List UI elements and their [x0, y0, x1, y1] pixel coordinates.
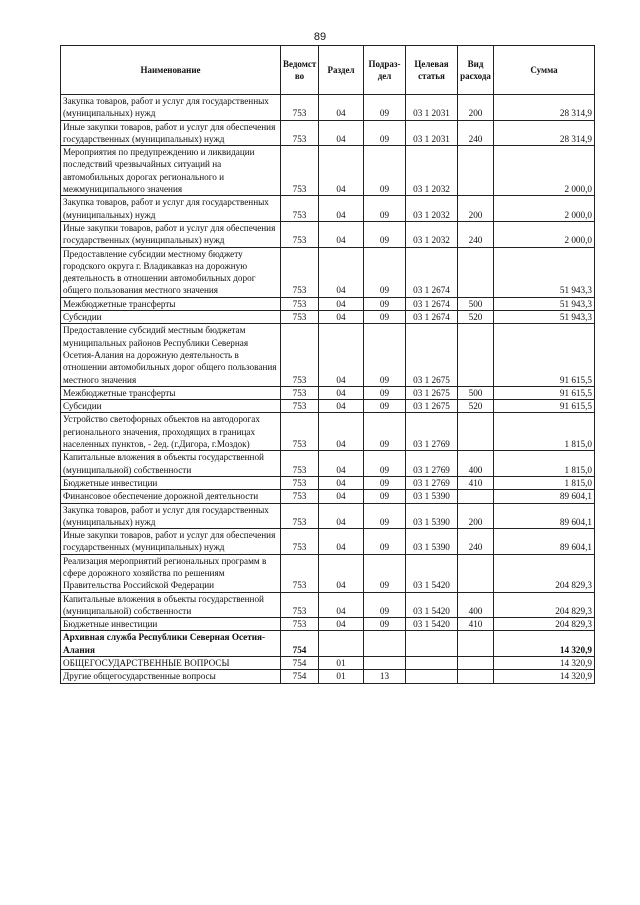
table-header-row — [61, 46, 595, 95]
table-row — [61, 400, 595, 413]
cell-expense-type — [458, 554, 494, 592]
cell-sum: 204 829,3 — [494, 618, 595, 631]
cell-sum: 14 320,9 — [494, 631, 595, 657]
table-row — [61, 490, 595, 503]
cell-sum: 89 604,1 — [494, 529, 595, 555]
cell-target: 03 1 2032 — [406, 196, 458, 222]
cell-name: Другие общегосударственные вопросы — [61, 670, 281, 683]
cell-section: 04 — [319, 311, 364, 324]
cell-sum: 51 943,3 — [494, 311, 595, 324]
cell-subsection: 09 — [364, 311, 406, 324]
cell-target — [406, 657, 458, 670]
cell-name: Капитальные вложения в объекты государственной (муниципальной) собственности — [61, 451, 281, 477]
table-row — [61, 670, 595, 683]
cell-dept: 753 — [281, 618, 319, 631]
cell-section: 04 — [319, 297, 364, 310]
cell-sum: 28 314,9 — [494, 95, 595, 121]
cell-expense-type — [458, 657, 494, 670]
cell-target: 03 1 2769 — [406, 413, 458, 451]
cell-expense-type: 240 — [458, 221, 494, 247]
table-row — [61, 196, 595, 222]
table-row — [61, 451, 595, 477]
cell-subsection: 09 — [364, 554, 406, 592]
cell-section: 04 — [319, 413, 364, 451]
cell-dept: 753 — [281, 95, 319, 121]
cell-target: 03 1 2674 — [406, 311, 458, 324]
header-section: Раздел — [319, 46, 364, 95]
cell-section: 04 — [319, 554, 364, 592]
cell-target: 03 1 5390 — [406, 490, 458, 503]
cell-name: Иные закупки товаров, работ и услуг для обеспечения государственных (муниципальных) нужд — [61, 120, 281, 146]
table-row — [61, 554, 595, 592]
cell-name: Бюджетные инвестиции — [61, 476, 281, 489]
cell-target: 03 1 5420 — [406, 618, 458, 631]
cell-expense-type: 400 — [458, 592, 494, 618]
cell-expense-type: 410 — [458, 476, 494, 489]
cell-target: 03 1 2675 — [406, 386, 458, 399]
cell-name: Иные закупки товаров, работ и услуг для обеспечения государственных (муниципальных) нужд — [61, 529, 281, 555]
cell-sum: 28 314,9 — [494, 120, 595, 146]
cell-dept: 753 — [281, 413, 319, 451]
cell-target: 03 1 2675 — [406, 324, 458, 386]
table-row — [61, 120, 595, 146]
cell-name: Предоставление субсидии местному бюджету городского округа г. Владикавказ на дорожную деятельность в отношении автомобильных дорог общего пользования местного значения — [61, 247, 281, 297]
cell-target: 03 1 5390 — [406, 529, 458, 555]
cell-subsection: 09 — [364, 490, 406, 503]
page-number: 89 — [313, 31, 327, 43]
cell-expense-type — [458, 324, 494, 386]
cell-section: 04 — [319, 529, 364, 555]
cell-expense-type — [458, 146, 494, 196]
cell-sum: 1 815,0 — [494, 413, 595, 451]
cell-expense-type: 520 — [458, 400, 494, 413]
cell-section: 04 — [319, 451, 364, 477]
cell-dept: 753 — [281, 592, 319, 618]
cell-expense-type: 500 — [458, 297, 494, 310]
cell-dept: 754 — [281, 631, 319, 657]
table-row — [61, 631, 595, 657]
cell-sum: 89 604,1 — [494, 503, 595, 529]
cell-dept: 753 — [281, 297, 319, 310]
header-dept: Ведомст во — [281, 46, 319, 95]
cell-sum: 89 604,1 — [494, 490, 595, 503]
table-row — [61, 529, 595, 555]
cell-section: 04 — [319, 490, 364, 503]
cell-section: 04 — [319, 400, 364, 413]
cell-sum: 51 943,3 — [494, 297, 595, 310]
cell-expense-type: 240 — [458, 529, 494, 555]
cell-section: 01 — [319, 657, 364, 670]
cell-subsection: 09 — [364, 413, 406, 451]
cell-subsection — [364, 657, 406, 670]
table-row — [61, 297, 595, 310]
cell-sum: 91 615,5 — [494, 400, 595, 413]
cell-subsection: 09 — [364, 451, 406, 477]
cell-name: Закупка товаров, работ и услуг для государственных (муниципальных) нужд — [61, 196, 281, 222]
cell-sum: 14 320,9 — [494, 670, 595, 683]
cell-section: 04 — [319, 324, 364, 386]
table-row — [61, 311, 595, 324]
cell-expense-type — [458, 631, 494, 657]
cell-sum: 1 815,0 — [494, 451, 595, 477]
cell-dept: 753 — [281, 386, 319, 399]
cell-sum: 2 000,0 — [494, 221, 595, 247]
cell-name: ОБЩЕГОСУДАРСТВЕННЫЕ ВОПРОСЫ — [61, 657, 281, 670]
cell-target: 03 1 2032 — [406, 146, 458, 196]
header-subsection: Подраз- дел — [364, 46, 406, 95]
cell-subsection: 09 — [364, 95, 406, 121]
table-row — [61, 657, 595, 670]
cell-sum: 14 320,9 — [494, 657, 595, 670]
cell-name: Бюджетные инвестиции — [61, 618, 281, 631]
table-row — [61, 503, 595, 529]
table-row — [61, 324, 595, 386]
cell-sum: 91 615,5 — [494, 386, 595, 399]
cell-name: Капитальные вложения в объекты государственной (муниципальной) собственности — [61, 592, 281, 618]
cell-expense-type: 500 — [458, 386, 494, 399]
cell-sum: 1 815,0 — [494, 476, 595, 489]
cell-dept: 753 — [281, 247, 319, 297]
cell-subsection: 09 — [364, 146, 406, 196]
cell-subsection: 09 — [364, 529, 406, 555]
table-row — [61, 618, 595, 631]
cell-section: 04 — [319, 95, 364, 121]
cell-subsection: 09 — [364, 324, 406, 386]
header-sum: Сумма — [494, 46, 595, 95]
cell-name: Межбюджетные трансферты — [61, 386, 281, 399]
cell-name: Закупка товаров, работ и услуг для государственных (муниципальных) нужд — [61, 503, 281, 529]
cell-subsection: 09 — [364, 196, 406, 222]
cell-dept: 753 — [281, 324, 319, 386]
cell-target: 03 1 5390 — [406, 503, 458, 529]
cell-expense-type — [458, 670, 494, 683]
cell-name: Иные закупки товаров, работ и услуг для обеспечения государственных (муниципальных) нужд — [61, 221, 281, 247]
cell-dept: 753 — [281, 120, 319, 146]
cell-name: Межбюджетные трансферты — [61, 297, 281, 310]
cell-section: 04 — [319, 592, 364, 618]
cell-target: 03 1 2675 — [406, 400, 458, 413]
cell-name: Предоставление субсидий местным бюджетам муниципальных районов Республики Северная Осетия-Алания на дорожную деятельность в отношении автомобильных дорог общего пользования местного значения — [61, 324, 281, 386]
table-row — [61, 146, 595, 196]
cell-section — [319, 631, 364, 657]
cell-subsection: 09 — [364, 297, 406, 310]
cell-section: 04 — [319, 196, 364, 222]
cell-expense-type: 200 — [458, 95, 494, 121]
cell-subsection: 13 — [364, 670, 406, 683]
table-row — [61, 413, 595, 451]
cell-expense-type: 200 — [458, 503, 494, 529]
cell-sum: 2 000,0 — [494, 146, 595, 196]
cell-name: Мероприятия по предупреждению и ликвидации последствий чрезвычайных ситуаций на автомобильных дорогах регионального и межмуниципального значения — [61, 146, 281, 196]
cell-dept: 753 — [281, 490, 319, 503]
cell-subsection: 09 — [364, 386, 406, 399]
cell-target: 03 1 2769 — [406, 451, 458, 477]
cell-target — [406, 631, 458, 657]
cell-sum: 51 943,3 — [494, 247, 595, 297]
cell-dept: 753 — [281, 146, 319, 196]
table-row — [61, 247, 595, 297]
cell-section: 04 — [319, 146, 364, 196]
cell-expense-type: 400 — [458, 451, 494, 477]
cell-section: 04 — [319, 386, 364, 399]
cell-name: Субсидии — [61, 400, 281, 413]
cell-target: 03 1 2032 — [406, 221, 458, 247]
header-target: Целевая статья — [406, 46, 458, 95]
cell-dept: 754 — [281, 670, 319, 683]
cell-dept: 754 — [281, 657, 319, 670]
cell-target: 03 1 2674 — [406, 297, 458, 310]
cell-dept: 753 — [281, 503, 319, 529]
cell-expense-type: 410 — [458, 618, 494, 631]
cell-target: 03 1 2031 — [406, 95, 458, 121]
cell-expense-type: 200 — [458, 196, 494, 222]
cell-subsection: 09 — [364, 247, 406, 297]
cell-subsection: 09 — [364, 592, 406, 618]
cell-name: Реализация мероприятий региональных программ в сфере дорожного хозяйства по решениям Правительства Российской Федерации — [61, 554, 281, 592]
table-body — [61, 95, 595, 684]
cell-expense-type: 240 — [458, 120, 494, 146]
cell-dept: 753 — [281, 451, 319, 477]
cell-dept: 753 — [281, 529, 319, 555]
table-row — [61, 386, 595, 399]
cell-expense-type — [458, 413, 494, 451]
cell-dept: 753 — [281, 221, 319, 247]
cell-subsection — [364, 631, 406, 657]
table-row — [61, 592, 595, 618]
cell-subsection: 09 — [364, 400, 406, 413]
cell-target: 03 1 2674 — [406, 247, 458, 297]
cell-name: Устройство светофорных объектов на автодорогах регионального значения, проходящих в границах населенных пунктов, - 2ед. (г.Дигора, г.Моздок) — [61, 413, 281, 451]
cell-sum: 204 829,3 — [494, 554, 595, 592]
cell-dept: 753 — [281, 554, 319, 592]
cell-dept: 753 — [281, 196, 319, 222]
cell-section: 04 — [319, 618, 364, 631]
cell-name: Субсидии — [61, 311, 281, 324]
cell-section: 04 — [319, 221, 364, 247]
cell-target — [406, 670, 458, 683]
cell-section: 04 — [319, 120, 364, 146]
cell-sum: 2 000,0 — [494, 196, 595, 222]
cell-sum: 91 615,5 — [494, 324, 595, 386]
cell-section: 04 — [319, 476, 364, 489]
cell-subsection: 09 — [364, 476, 406, 489]
budget-table — [60, 45, 595, 684]
header-name: Наименование — [61, 46, 281, 95]
cell-dept: 753 — [281, 476, 319, 489]
cell-section: 04 — [319, 247, 364, 297]
cell-subsection: 09 — [364, 221, 406, 247]
cell-name: Закупка товаров, работ и услуг для государственных (муниципальных) нужд — [61, 95, 281, 121]
cell-sum: 204 829,3 — [494, 592, 595, 618]
cell-name: Финансовое обеспечение дорожной деятельности — [61, 490, 281, 503]
cell-target: 03 1 5420 — [406, 554, 458, 592]
table-row — [61, 221, 595, 247]
table-row — [61, 476, 595, 489]
cell-subsection: 09 — [364, 618, 406, 631]
cell-name: Архивная служба Республики Северная Осетия-Алания — [61, 631, 281, 657]
cell-expense-type: 520 — [458, 311, 494, 324]
header-expense-type: Вид расхода — [458, 46, 494, 95]
cell-subsection: 09 — [364, 503, 406, 529]
cell-section: 01 — [319, 670, 364, 683]
cell-subsection: 09 — [364, 120, 406, 146]
table-row — [61, 95, 595, 121]
cell-dept: 753 — [281, 311, 319, 324]
cell-target: 03 1 2031 — [406, 120, 458, 146]
cell-expense-type — [458, 490, 494, 503]
cell-expense-type — [458, 247, 494, 297]
cell-target: 03 1 2769 — [406, 476, 458, 489]
cell-section: 04 — [319, 503, 364, 529]
cell-dept: 753 — [281, 400, 319, 413]
cell-target: 03 1 5420 — [406, 592, 458, 618]
